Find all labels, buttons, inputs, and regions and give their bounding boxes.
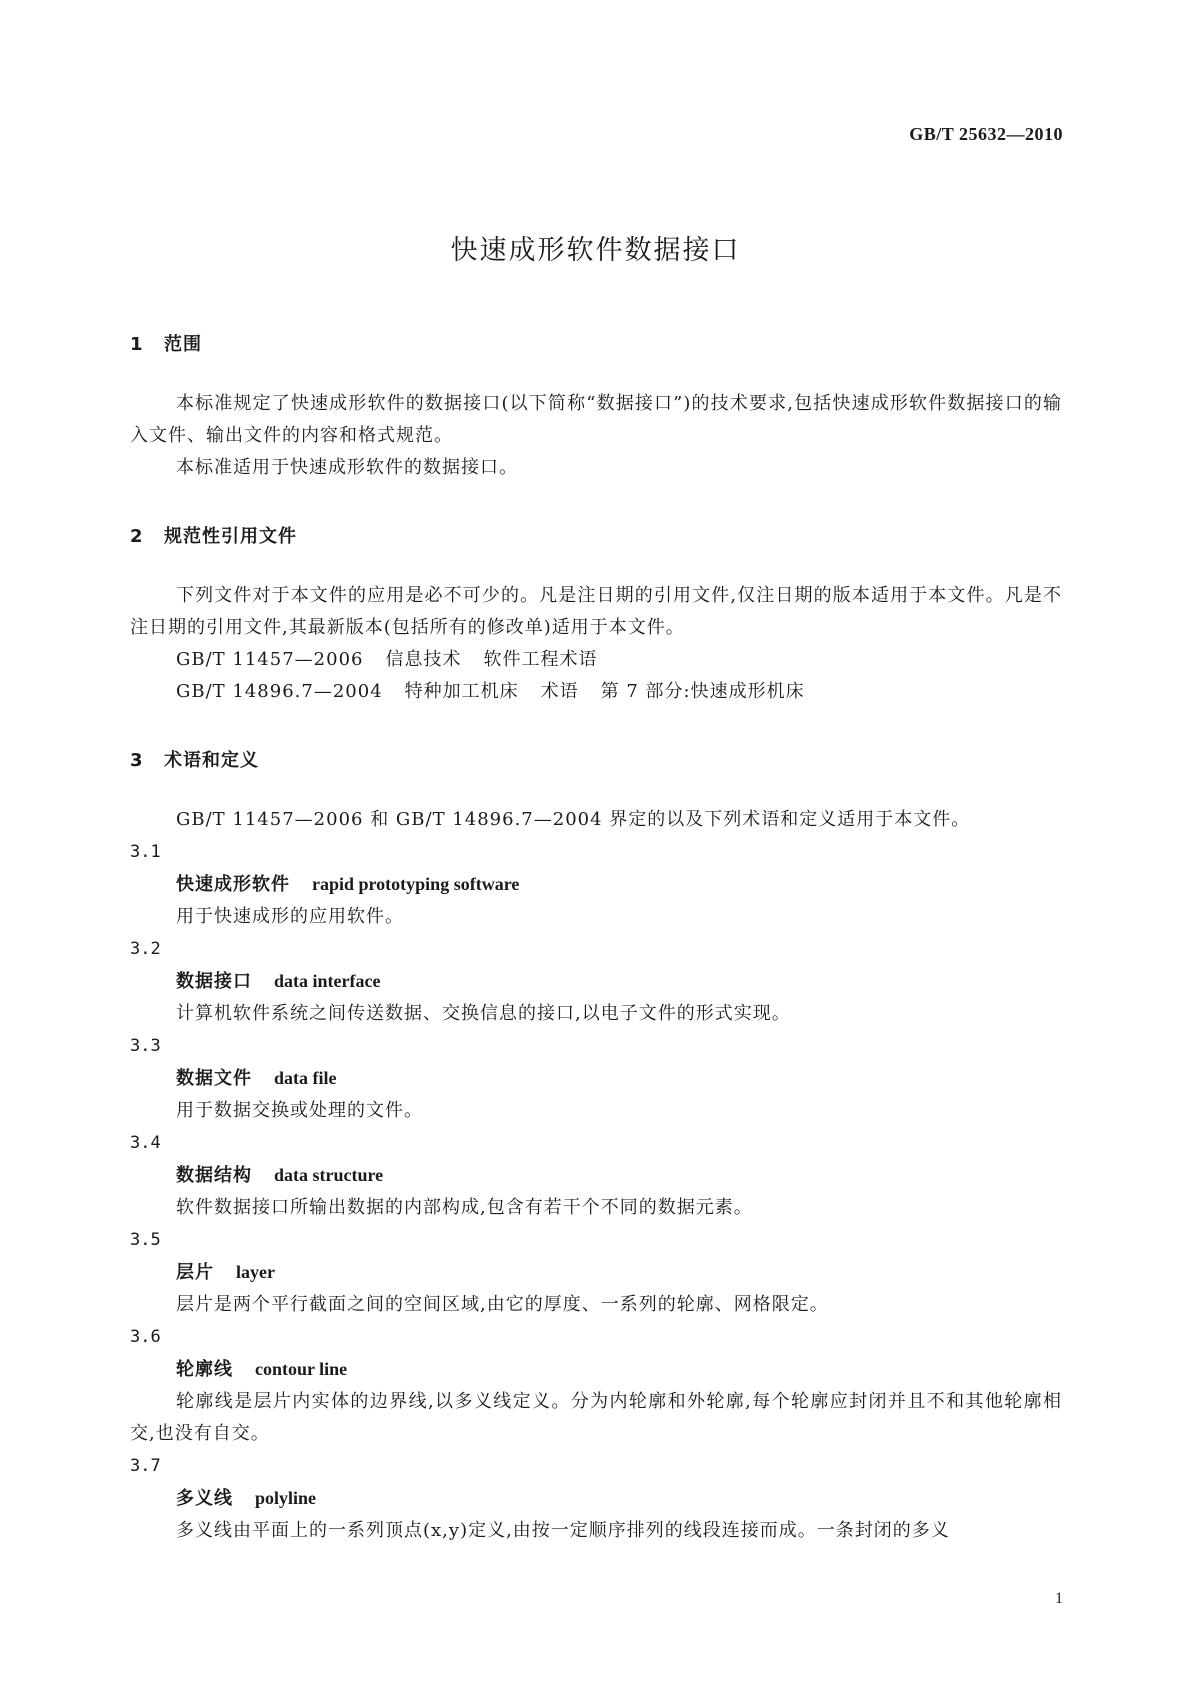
term-en: rapid prototyping software [312, 874, 520, 894]
term-zh: 多义线 [176, 1488, 233, 1509]
reference-part: 第 7 部分:快速成形机床 [600, 681, 805, 702]
section-number: 3 [130, 750, 144, 771]
term-definition: 软件数据接口所输出数据的内部构成,包含有若干个不同的数据元素。 [176, 1197, 753, 1218]
term-number: 3.3 [130, 1036, 161, 1056]
standard-code: GB/T 25632—2010 [909, 124, 1063, 144]
term-entry [130, 836, 1062, 933]
term-title [130, 1353, 1062, 1386]
term-definition: 用于快速成形的应用软件。 [176, 906, 404, 927]
term-entry [130, 1224, 1062, 1321]
term-en: contour line [255, 1359, 348, 1379]
paragraph: 本标准规定了快速成形软件的数据接口(以下简称“数据接口”)的技术要求,包括快速成形软件数据接口的输入文件、输出文件的内容和格式规范。 [130, 393, 1062, 446]
term-en: layer [236, 1262, 275, 1282]
section-heading-1 [130, 330, 1062, 356]
term-definition: 用于数据交换或处理的文件。 [176, 1100, 423, 1121]
section-heading-2 [130, 522, 1062, 548]
term-number: 3.7 [130, 1456, 161, 1476]
term-number: 3.2 [130, 939, 161, 959]
term-entry [130, 1127, 1062, 1224]
section-heading-3 [130, 746, 1062, 772]
term-entry [130, 933, 1062, 1030]
normative-reference [130, 644, 1062, 676]
term-definition: 层片是两个平行截面之间的空间区域,由它的厚度、一系列的轮廓、网格限定。 [176, 1294, 829, 1315]
page-number: 1 [1055, 1590, 1063, 1607]
term-zh: 层片 [176, 1262, 214, 1283]
term-en: data interface [274, 971, 381, 991]
term-title [130, 1159, 1062, 1192]
term-number: 3.4 [130, 1133, 161, 1153]
term-en: data structure [274, 1165, 384, 1185]
term-title [130, 868, 1062, 901]
normative-reference [130, 676, 1062, 708]
document-title: 快速成形软件数据接口 [450, 235, 741, 266]
paragraph: GB/T 11457—2006 和 GB/T 14896.7—2004 界定的以及下列术语和定义适用于本文件。 [176, 809, 971, 830]
reference-part: 软件工程术语 [483, 649, 598, 670]
reference-part: 术语 [540, 681, 579, 702]
term-number: 3.6 [130, 1327, 161, 1347]
term-definition: 多义线由平面上的一系列顶点(x,y)定义,由按一定顺序排列的线段连接而成。一条封闭的多义 [176, 1520, 950, 1541]
term-title [130, 1482, 1062, 1515]
term-definition: 计算机软件系统之间传送数据、交换信息的接口,以电子文件的形式实现。 [176, 1003, 791, 1024]
term-number: 3.1 [130, 842, 161, 862]
term-title [130, 1256, 1062, 1289]
section-number: 2 [130, 526, 144, 547]
term-zh: 数据结构 [176, 1165, 252, 1186]
term-zh: 轮廓线 [176, 1359, 233, 1380]
section-number: 1 [130, 334, 144, 355]
term-definition: 轮廓线是层片内实体的边界线,以多义线定义。分为内轮廓和外轮廓,每个轮廓应封闭并且不和其他轮廓相交,也没有自交。 [130, 1391, 1062, 1444]
term-en: data file [274, 1068, 337, 1088]
paragraph: 本标准适用于快速成形软件的数据接口。 [176, 457, 518, 478]
term-entry [130, 1030, 1062, 1127]
section-title: 范围 [164, 334, 202, 355]
term-title [130, 965, 1062, 998]
reference-code: GB/T 14896.7—2004 [176, 681, 383, 702]
term-entry [130, 1450, 1062, 1547]
term-zh: 数据接口 [176, 971, 252, 992]
reference-part: 特种加工机床 [404, 681, 519, 702]
document-body [130, 330, 1062, 1547]
term-entry [130, 1321, 1062, 1450]
term-zh: 数据文件 [176, 1068, 252, 1089]
reference-part: 信息技术 [385, 649, 462, 670]
section-title: 规范性引用文件 [164, 526, 297, 547]
section-title: 术语和定义 [164, 750, 259, 771]
reference-code: GB/T 11457—2006 [176, 649, 364, 670]
term-zh: 快速成形软件 [176, 874, 290, 895]
paragraph: 下列文件对于本文件的应用是必不可少的。凡是注日期的引用文件,仅注日期的版本适用于本文件。凡是不注日期的引用文件,其最新版本(包括所有的修改单)适用于本文件。 [130, 585, 1062, 638]
term-en: polyline [255, 1488, 317, 1508]
term-number: 3.5 [130, 1230, 161, 1250]
term-title [130, 1062, 1062, 1095]
